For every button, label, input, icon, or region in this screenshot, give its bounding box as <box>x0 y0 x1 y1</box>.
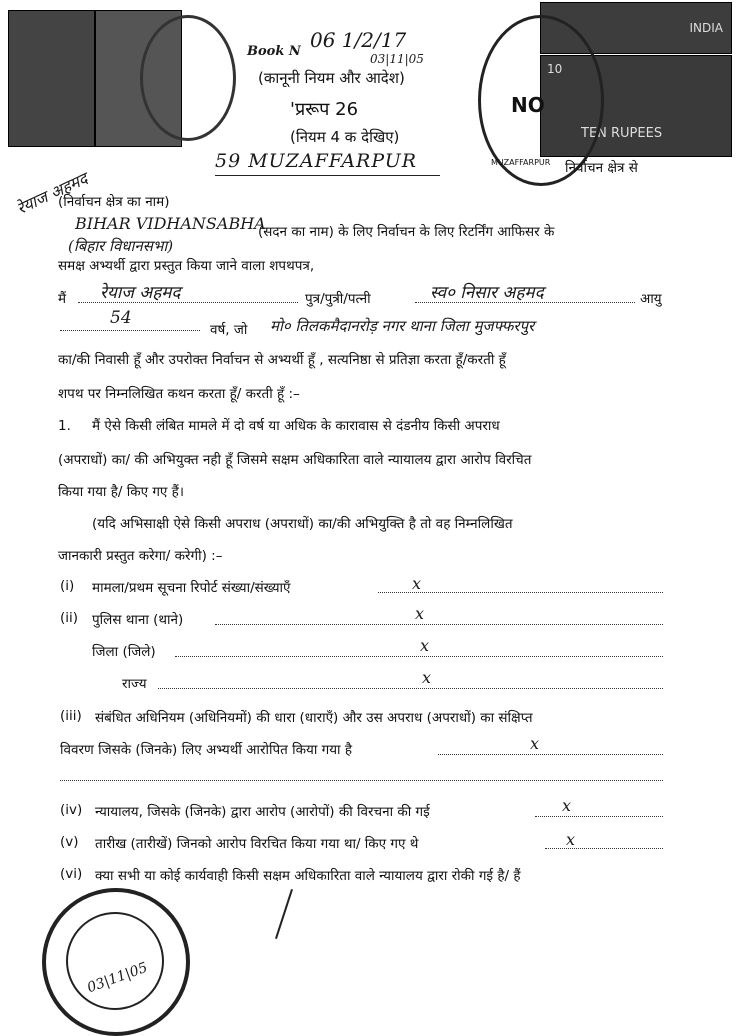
field-district-dotted-line <box>175 656 663 657</box>
deponent-name: रेयाज अहमद <box>100 283 181 303</box>
item-iv-number: (iv) <box>60 802 83 818</box>
seal-date-handwritten: 03|11|05 <box>85 959 150 997</box>
constituency-underline <box>215 175 440 176</box>
age-label: आयु <box>640 291 662 307</box>
item-iv-value: x <box>562 796 572 815</box>
item-v-text: तारीख (तारीखें) जिनको आरोप विरचित किया गया था/ किए गए थे <box>95 836 419 852</box>
item-iii-extra-dotted-line <box>60 780 663 781</box>
field-district-value: x <box>420 636 430 655</box>
note-line2: जानकारी प्रस्तुत करेगा/ करेगी) :– <box>58 548 223 564</box>
father-name: स्व० निसार अहमद <box>430 283 544 303</box>
field-ii-value: x <box>415 604 425 623</box>
declaration-main-label: मैं <box>58 291 67 307</box>
item-iv-dotted-line <box>535 816 663 817</box>
item-v-dotted-line <box>545 848 663 849</box>
item1-line3: किया गया है/ किए गए हैं। <box>58 484 184 500</box>
item-iii-dotted-line <box>438 754 663 755</box>
book-no-handwritten: 06 1/2/17 <box>310 28 407 52</box>
date-handwritten-top: 03|11|05 <box>370 52 424 66</box>
item-iii-value: x <box>530 734 540 753</box>
form-title: 'प्ररूप 26 <box>290 99 359 120</box>
stamp-ten-rupees: TEN RUPEES <box>581 126 663 141</box>
item1-line2: (अपराधों) का/ की अभियुक्त नही हूँ जिसमे सक्षम अधिकारिता वाले न्यायालय द्वारा आरोप विरचित <box>58 452 532 468</box>
seal-code: NO <box>511 93 545 117</box>
constituency-handwritten: 59 MUZAFFARPUR <box>215 150 418 172</box>
field-i-label: मामला/प्रथम सूचना रिपोर्ट संख्या/संख्याएँ <box>92 580 291 596</box>
house-name-label: (सदन का नाम) के लिए निर्वाचन के लिए रिटर्निंग आफिसर के <box>258 224 555 240</box>
oath-line: शपथ पर निम्नलिखित कथन करता हूँ/ करती हूँ :– <box>58 386 300 402</box>
note-line1: (यदि अभिसाक्षी ऐसे किसी अपराध (अपराधों) का/की अभियुक्ति है तो वह निम्नलिखित <box>92 516 513 532</box>
field-state-value: x <box>422 668 432 687</box>
field-ii-label: पुलिस थाना (थाने) <box>92 612 184 628</box>
house-name-handwritten: BIHAR VIDHANSABHA <box>75 214 266 233</box>
item1-line1: मैं ऐसे किसी लंबित मामले में दो वर्ष या अधिक के कारावास से दंडनीय किसी अपराध <box>92 418 500 434</box>
house-name-handwritten-hindi: (बिहार विधानसभा) <box>68 237 174 255</box>
years-label: वर्ष, जो <box>210 322 248 338</box>
address-handwritten: मो० तिलकमैदानरोड़ नगर थाना जिला मुजफ्फरपुर <box>270 317 535 335</box>
age-dotted-line <box>60 330 200 331</box>
margin-handwritten-note: रेयाज अहमद <box>13 168 91 219</box>
age-handwritten: 54 <box>110 308 132 328</box>
pen-stroke <box>275 889 293 939</box>
name-dotted-line <box>78 302 298 303</box>
rule-reference: (नियम 4 क देखिए) <box>290 128 400 146</box>
item-vi-number: (vi) <box>60 866 83 882</box>
intro-line-2: समक्ष अभ्यर्थी द्वारा प्रस्तुत किया जाने वाला शपथपत्र, <box>58 258 315 274</box>
field-ii-dotted-line <box>215 624 663 625</box>
law-title: (कानूनी नियम और आदेश) <box>258 69 405 87</box>
field-i-value: x <box>412 574 422 593</box>
round-seal-bottom-inner <box>66 912 164 1010</box>
field-state-label: राज्य <box>122 676 147 692</box>
relation-label: पुत्र/पुत्री/पत्नी <box>305 291 371 307</box>
item-vi-text: क्या सभी या कोई कार्यवाही किसी सक्षम अधिकारिता वाले न्यायालय द्वारा रोकी गई है/ हैं <box>95 868 521 884</box>
item-iii-line1: संबंधित अधिनियम (अधिनियमों) की धारा (धाराएँ) और उस अपराध (अपराधों) का संक्षिप्त <box>95 710 533 726</box>
item-iii-line2: विवरण जिसके (जिनके) लिए अभ्यर्थी आरोपित किया गया है <box>60 742 352 758</box>
field-state-dotted-line <box>158 688 663 689</box>
stamp-top-left-1 <box>8 10 95 147</box>
book-no-label: Book N <box>247 44 301 59</box>
item1-number: 1. <box>58 418 71 434</box>
stamp-value: 10 <box>547 62 563 76</box>
round-seal-top-left <box>140 15 236 141</box>
item-v-number: (v) <box>60 834 79 850</box>
field-district-label: जिला (जिले) <box>92 644 156 660</box>
item-iii-number: (iii) <box>60 708 82 724</box>
item-v-value: x <box>566 830 576 849</box>
field-i-number: (i) <box>60 578 75 594</box>
constituency-suffix: निर्वाचन क्षेत्र से <box>565 160 638 176</box>
constituency-name-label: (निर्वाचन क्षेत्र का नाम) <box>58 194 170 210</box>
stamp-india-text: INDIA <box>689 21 723 35</box>
item-iv-text: न्यायालय, जिसके (जिनके) द्वारा आरोप (आरोपों) की विरचना की गई <box>95 804 430 820</box>
field-ii-number: (ii) <box>60 610 79 626</box>
father-dotted-line <box>415 302 635 303</box>
resident-line: का/की निवासी हूँ और उपरोक्त निर्वाचन से अभ्यर्थी हूँ , सत्यनिष्ठा से प्रतिज्ञा करता हूँ/करती हूँ <box>58 352 506 368</box>
seal-text: MUZAFFARPUR <box>491 158 551 167</box>
round-seal-bottom <box>42 888 190 1036</box>
